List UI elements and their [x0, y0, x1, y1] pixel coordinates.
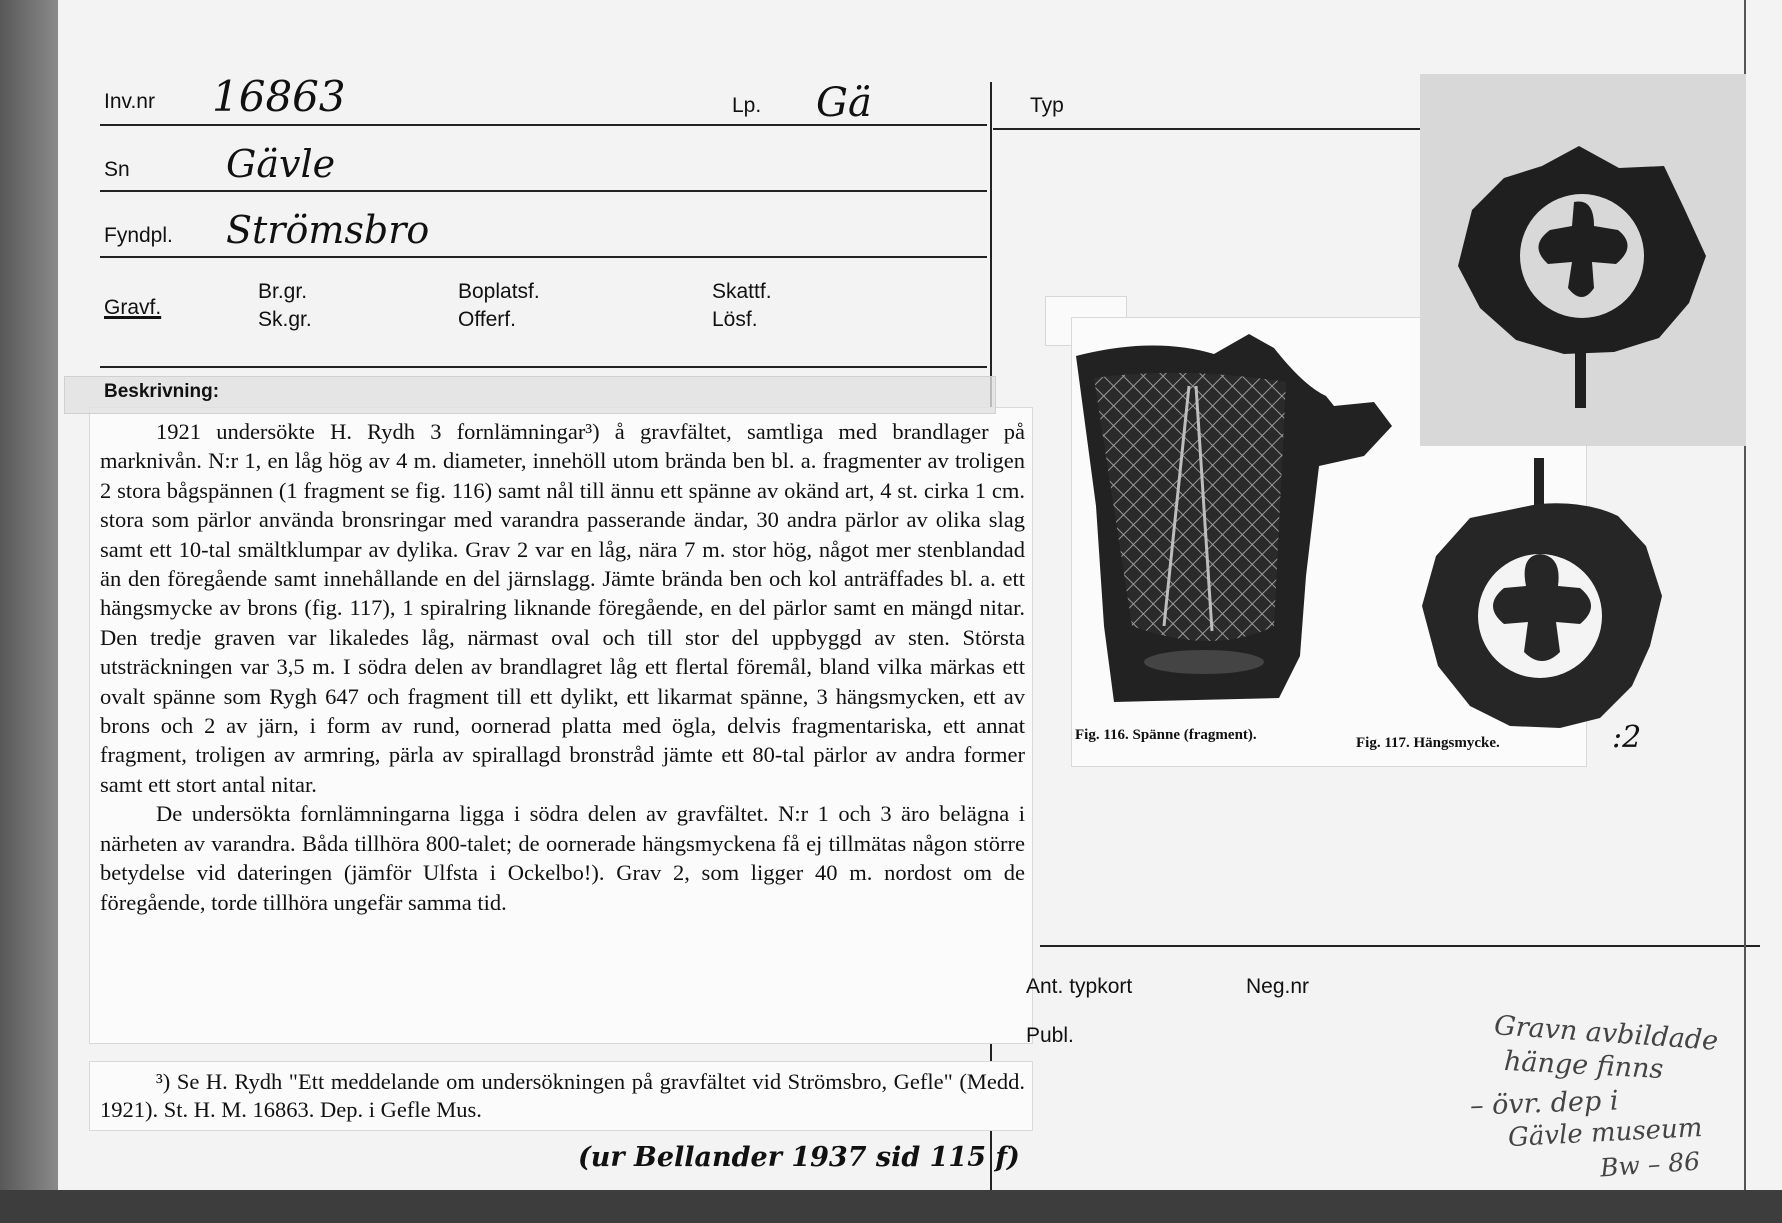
lp-label: Lp. [732, 94, 762, 117]
handwritten-note-line-4: Gävle museum [1507, 1112, 1704, 1154]
rule-fyndpl [100, 256, 987, 258]
inv-value: 16863 [212, 72, 346, 121]
handwritten-note-line-2: hänge finns [1503, 1045, 1665, 1086]
description-paragraph-2: De undersökta fornlämningarna ligga i södra delen av gravfältet. N:r 1 och 3 äro belägna i närheten av varandra. Båda tillhöra 800-talet; de oornerade hängsmyckena få ej tillmätas någon större betydelse vid dateringen (jämför Ulfsta i Ockelbo!). Grav 2, som ligger 40 m. nordost om de föregående, torde tillhöra ungefär samma tid. [100, 801, 1025, 915]
publ-label: Publ. [1026, 1024, 1074, 1047]
handwritten-note-line-3: – övr. dep i [1469, 1085, 1619, 1122]
description-paragraph-1: 1921 undersökte H. Rydh 3 fornlämningar³) å gravfältet, samtliga med brandlager på marknivån. N:r 1, en låg hög av 4 m. diameter, innehöll utom brända ben bl. a. fragmenter av troligen 2 stora bågspännen (1 fragment se fig. 116) samt nål till ännu ett spänne av okänd art, 4 st. cirka 1 cm. stora som pärlor använda bronsringar med varandra passerande ändar, 30 andra pärlor av olika slag samt ett 10-tal smältklumpar av dylika. Grav 2 var en låg, nära 7 m. stor hög, något mer stenblandad än den föregående samt innehållande en del järnslagg. Jämte brända ben och kol anträffades bl. a. ett hängsmycke av brons (fig. 117), 1 spiralring liknande föregående, en del pärlor samt en mängd nitar. Den tredje graven var likaledes låg, närmast oval och till stor del uppbyggd av sten. Största utsträckningen var 3,5 m. I södra delen av brandlagret låg ett flertal föremål, bland vilka märkas ett ovalt spänne som Rygh 647 och fragment till ett dylikt, ett likarmat spänne, 3 hängsmycken, ett av brons och 2 av järn, i form av rund, oornerad platta med ögla, delvis fragmentariska, ett annat fragment, troligen av armring, pärla av spirallagd bronstråd jämte ett 80-tal pärlor av andra former samt ett stort antal nitar. [100, 419, 1025, 797]
negnr-label: Neg.nr [1246, 975, 1310, 998]
source-note: (ur Bellander 1937 sid 115 f) [578, 1142, 1020, 1173]
sn-value: Gävle [226, 142, 336, 186]
rule-inv-right [993, 128, 1423, 130]
fibula-fragment-image [1074, 326, 1394, 706]
scale-note: :2 [1612, 720, 1642, 755]
pendant-image-print [1410, 456, 1670, 736]
footnote-text [100, 1068, 1025, 1124]
rule-lower-right [1040, 945, 1760, 947]
losf-label: Lösf. [712, 308, 758, 331]
offerf-label: Offerf. [458, 308, 516, 331]
fyndpl-value: Strömsbro [226, 208, 430, 252]
caption-fig-117: Fig. 117. Hängsmycke. [1356, 735, 1500, 751]
typ-label: Typ [1030, 94, 1064, 117]
inv-label: Inv.nr [104, 90, 155, 113]
footnote-paragraph: ³) Se H. Rydh "Ett meddelande om undersökningen på gravfältet vid Strömsbro, Gefle" (Medd. 1921). St. H. M. 16863. Dep. i Gefle Mus. [100, 1069, 1025, 1122]
beskrivning-label: Beskrivning: [104, 381, 220, 402]
fyndpl-label: Fyndpl. [104, 224, 173, 247]
brgr-label: Br.gr. [258, 280, 308, 303]
pendant-image-photo [1444, 138, 1714, 418]
handwritten-note-line-1: Gravn avbildade [1493, 1010, 1720, 1057]
boplatsf-label: Boplatsf. [458, 280, 540, 303]
scan-edge [0, 0, 58, 1223]
skattf-label: Skattf. [712, 280, 772, 303]
lp-value: Gä [816, 80, 872, 126]
skgr-label: Sk.gr. [258, 308, 312, 331]
scan-edge-bottom [0, 1190, 1782, 1223]
rule-gravf [100, 366, 987, 368]
caption-fig-116: Fig. 116. Spänne (fragment). [1075, 727, 1257, 743]
handwritten-note-line-5: Bw – 86 [1599, 1146, 1701, 1183]
rule-sn [100, 190, 987, 192]
gravf-label: Gravf. [104, 296, 162, 319]
ant-typkort-label: Ant. typkort [1026, 975, 1133, 998]
sn-label: Sn [104, 158, 130, 181]
description-text [100, 417, 1025, 917]
